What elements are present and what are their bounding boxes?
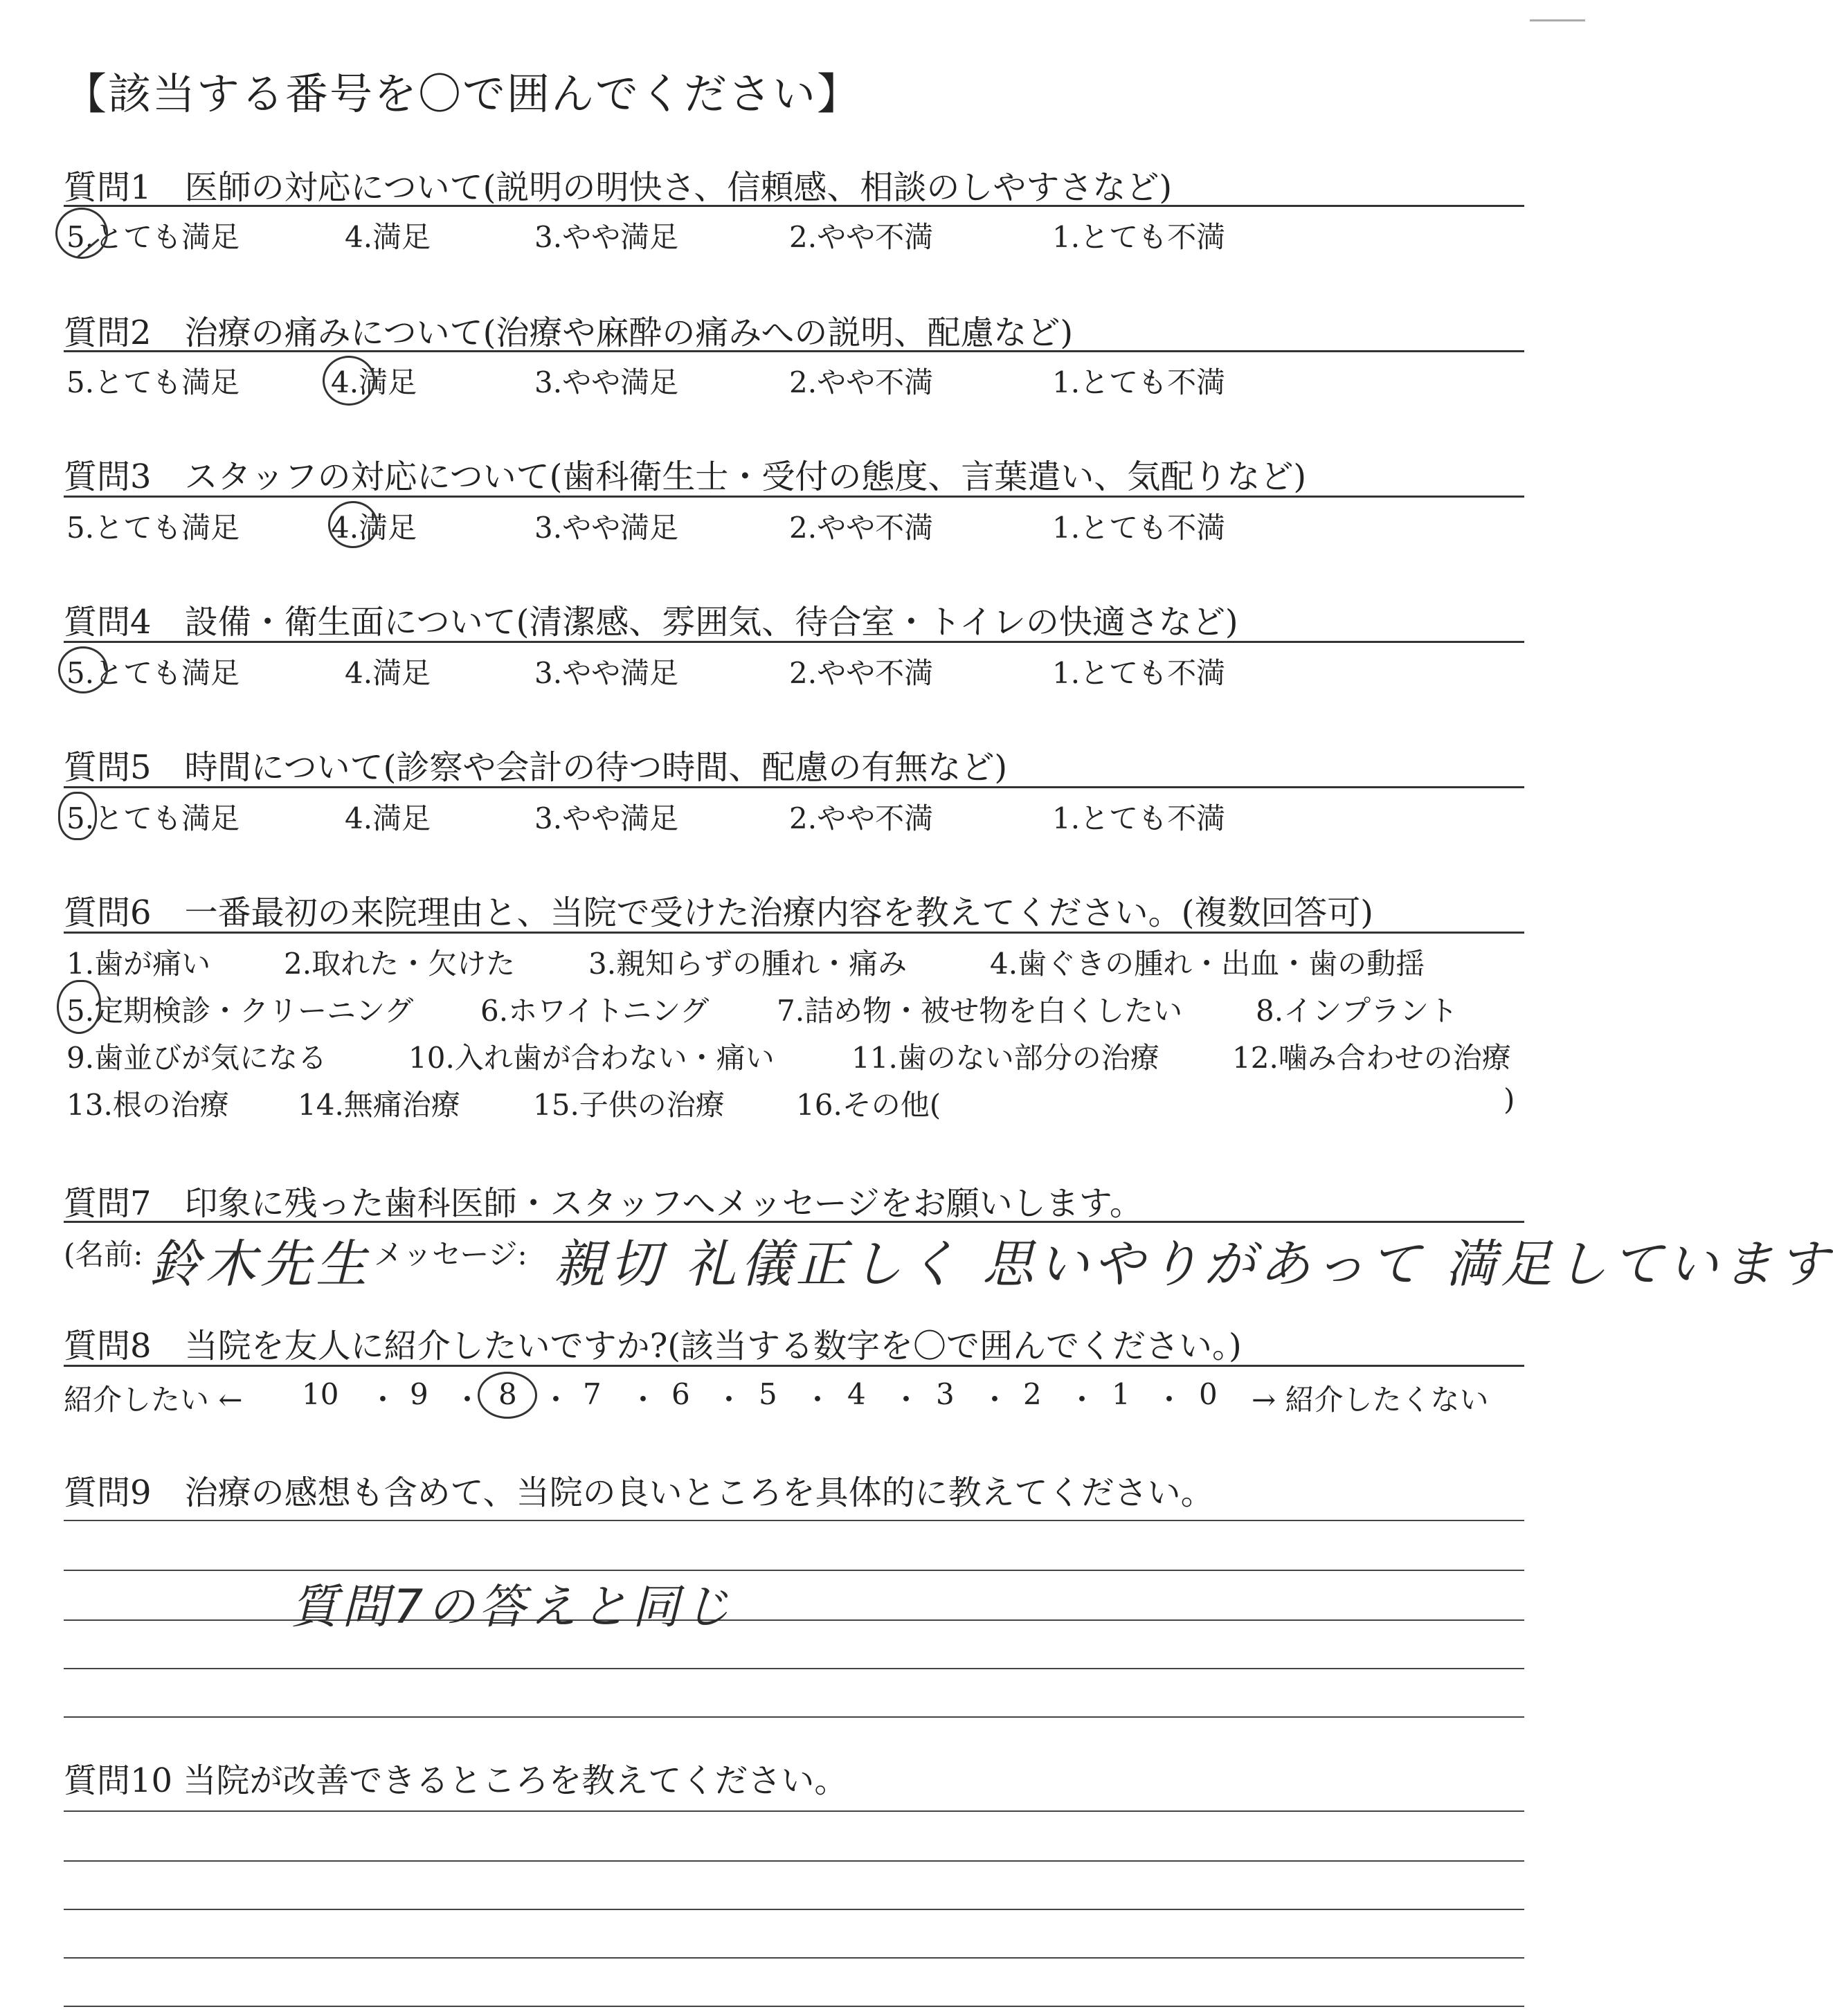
q6-selection-circle	[57, 980, 101, 1034]
q5-option-3[interactable]: 3.やや満足	[534, 801, 679, 835]
q3-option-3[interactable]: 3.やや満足	[534, 511, 679, 545]
q6-option-15[interactable]: 15.子供の治療	[533, 1088, 725, 1122]
q6-option-5[interactable]: 5.定期検診・クリーニング	[66, 994, 414, 1028]
q9-answer-line	[64, 1520, 1524, 1521]
question-4	[64, 595, 1238, 643]
q1-option-1[interactable]: 1.とても不満	[1052, 220, 1226, 254]
q10-answer-line	[64, 2006, 1524, 2007]
q7-message-label: メッセージ:	[374, 1237, 527, 1271]
q3-option-2[interactable]: 2.やや不満	[789, 511, 934, 545]
question-5-text: 時間について(診察や会計の待つ時間、配慮の有無など)	[184, 748, 1008, 787]
scan-edge-mark	[1530, 19, 1585, 21]
q4-option-2[interactable]: 2.やや不満	[789, 656, 934, 690]
q7-name-handwritten[interactable]: 鈴木先生	[150, 1235, 371, 1294]
q6-option-6[interactable]: 6.ホワイトニング	[480, 994, 710, 1028]
question-1-label: 質問1	[64, 168, 152, 207]
q3-option-4[interactable]: 4.満足	[331, 511, 417, 545]
question-10-text: 当院が改善できるところを教えてください。	[183, 1761, 848, 1800]
q6-option-8[interactable]: 8.インプラント	[1256, 994, 1459, 1028]
q6-option-7[interactable]: 7.詰め物・被せ物を白くしたい	[777, 994, 1183, 1028]
question-3-label: 質問3	[64, 457, 152, 496]
q2-option-4[interactable]: 4.満足	[331, 365, 417, 399]
q5-selection-circle	[58, 792, 97, 840]
q8-score-8[interactable]: 8	[498, 1377, 517, 1411]
q8-score-9[interactable]: 9	[410, 1377, 428, 1411]
q7-message-handwritten[interactable]: 親切 礼儀正しく 思いやりがあって 満足しています	[554, 1235, 1833, 1294]
q8-score-2[interactable]: 2	[1023, 1377, 1042, 1411]
question-1-rule	[64, 205, 1524, 207]
q5-option-4[interactable]: 4.満足	[345, 801, 431, 835]
q3-option-5[interactable]: 5.とても満足	[66, 511, 240, 545]
question-8-text: 当院を友人に紹介したいですか?(該当する数字を〇で囲んでください。)	[184, 1327, 1242, 1365]
q2-selection-circle	[323, 356, 375, 406]
question-9-label: 質問9	[64, 1473, 152, 1512]
question-5	[64, 741, 1007, 788]
q4-option-5[interactable]: 5.とても満足	[66, 656, 240, 690]
q8-score-7[interactable]: 7	[583, 1377, 602, 1411]
q6-option-11[interactable]: 11.歯のない部分の治療	[851, 1041, 1159, 1075]
question-5-label: 質問5	[64, 748, 152, 787]
q6-option-9[interactable]: 9.歯並びが気になる	[66, 1041, 327, 1075]
q9-answer-line	[64, 1619, 1524, 1621]
q6-option-16-close-paren: )	[1504, 1082, 1515, 1116]
question-6	[64, 886, 1373, 934]
question-4-rule	[64, 641, 1524, 643]
q10-answer-line	[64, 1909, 1524, 1910]
question-3	[64, 450, 1306, 498]
question-3-text: スタッフの対応について(歯科衛生士・受付の態度、言葉遣い、気配りなど)	[184, 457, 1307, 496]
q8-separator: ・	[980, 1383, 1010, 1417]
q4-option-1[interactable]: 1.とても不満	[1052, 656, 1226, 690]
question-8-rule	[64, 1365, 1524, 1367]
question-2	[64, 306, 1073, 354]
q8-selection-circle	[478, 1372, 537, 1419]
q9-answer-handwritten[interactable]: 質問7の答えと同じ	[291, 1580, 735, 1635]
q4-option-4[interactable]: 4.満足	[345, 656, 431, 690]
question-7	[64, 1177, 1143, 1224]
question-4-text: 設備・衛生面について(清潔感、雰囲気、待合室・トイレの快適さなど)	[184, 603, 1238, 642]
q10-answer-line	[64, 1957, 1524, 1959]
q2-option-3[interactable]: 3.やや満足	[534, 365, 679, 399]
question-10-label: 質問10	[64, 1761, 173, 1800]
q8-score-4[interactable]: 4	[847, 1377, 866, 1411]
q8-separator: ・	[368, 1383, 398, 1417]
question-5-rule	[64, 786, 1524, 788]
question-7-rule	[64, 1221, 1524, 1223]
q8-separator: ・	[453, 1383, 482, 1417]
question-9	[64, 1466, 1214, 1514]
question-8-label: 質問8	[64, 1327, 152, 1365]
q3-selection-circle	[328, 501, 378, 548]
q2-option-5[interactable]: 5.とても満足	[66, 365, 240, 399]
q9-answer-line	[64, 1716, 1524, 1718]
question-2-label: 質問2	[64, 314, 152, 352]
q8-separator: ・	[541, 1383, 571, 1417]
q8-separator: ・	[892, 1383, 921, 1417]
q8-separator: ・	[714, 1383, 744, 1417]
question-10	[64, 1754, 847, 1801]
question-7-text: 印象に残った歯科医師・スタッフへメッセージをお願いします。	[184, 1184, 1143, 1223]
q4-selection-circle	[58, 646, 108, 693]
question-6-rule	[64, 932, 1524, 934]
q10-answer-line	[64, 1810, 1524, 1812]
q2-option-1[interactable]: 1.とても不満	[1052, 365, 1226, 399]
question-1	[64, 161, 1172, 208]
q1-option-5[interactable]: 5.とても満足	[66, 220, 240, 254]
form-title: 【該当する番号を〇で囲んでください】	[64, 69, 862, 119]
question-1-text: 医師の対応について(説明の明快さ、信頼感、相談のしやすさなど)	[184, 168, 1173, 207]
question-6-text: 一番最初の来院理由と、当院で受けた治療内容を教えてください。(複数回答可)	[184, 893, 1374, 932]
q1-option-2[interactable]: 2.やや不満	[789, 220, 934, 254]
q3-option-1[interactable]: 1.とても不満	[1052, 511, 1226, 545]
q8-separator: ・	[1155, 1383, 1184, 1417]
q6-option-14[interactable]: 14.無痛治療	[298, 1088, 460, 1122]
question-3-rule	[64, 496, 1524, 498]
q6-option-3[interactable]: 3.親知らずの腫れ・痛み	[588, 947, 908, 981]
q1-option-4[interactable]: 4.満足	[345, 220, 431, 254]
q8-separator: ・	[1067, 1383, 1097, 1417]
question-2-text: 治療の痛みについて(治療や麻酔の痛みへの説明、配慮など)	[184, 314, 1074, 352]
q8-score-10[interactable]: 10	[302, 1377, 339, 1411]
q6-option-4[interactable]: 4.歯ぐきの腫れ・出血・歯の動揺	[990, 947, 1425, 981]
q8-separator: ・	[629, 1383, 658, 1417]
q8-score-1[interactable]: 1	[1112, 1377, 1130, 1411]
q6-option-16[interactable]: 16.その他(	[796, 1088, 941, 1122]
q6-option-10[interactable]: 10.入れ歯が合わない・痛い	[408, 1041, 775, 1075]
question-2-rule	[64, 350, 1524, 352]
q1-option-3[interactable]: 3.やや満足	[534, 220, 679, 254]
q8-scale-right-label: → 紹介したくない	[1252, 1383, 1489, 1417]
q6-option-12[interactable]: 12.噛み合わせの治療	[1232, 1041, 1511, 1075]
q8-separator: ・	[803, 1383, 833, 1417]
q5-option-5[interactable]: 5.とても満足	[66, 801, 240, 835]
q7-name-label: (名前:	[64, 1237, 143, 1271]
q6-option-13[interactable]: 13.根の治療	[66, 1088, 229, 1122]
q8-scale-left-label: 紹介したい ←	[64, 1383, 243, 1417]
q8-score-5[interactable]: 5	[759, 1377, 777, 1411]
q8-score-6[interactable]: 6	[671, 1377, 690, 1411]
q6-option-1[interactable]: 1.歯が痛い	[66, 947, 211, 981]
q5-option-2[interactable]: 2.やや不満	[789, 801, 934, 835]
question-4-label: 質問4	[64, 603, 152, 642]
q5-option-1[interactable]: 1.とても不満	[1052, 801, 1226, 835]
q9-answer-line	[64, 1570, 1524, 1571]
q6-option-2[interactable]: 2.取れた・欠けた	[284, 947, 516, 981]
question-6-label: 質問6	[64, 893, 152, 932]
q9-answer-line	[64, 1668, 1524, 1669]
q4-option-3[interactable]: 3.やや満足	[534, 656, 679, 690]
q8-score-3[interactable]: 3	[936, 1377, 955, 1411]
q2-option-2[interactable]: 2.やや不満	[789, 365, 934, 399]
question-9-text: 治療の感想も含めて、当院の良いところを具体的に教えてください。	[184, 1473, 1214, 1512]
question-7-label: 質問7	[64, 1184, 152, 1223]
q10-answer-line	[64, 1860, 1524, 1862]
q8-score-0[interactable]: 0	[1199, 1377, 1218, 1411]
question-8	[64, 1319, 1242, 1367]
